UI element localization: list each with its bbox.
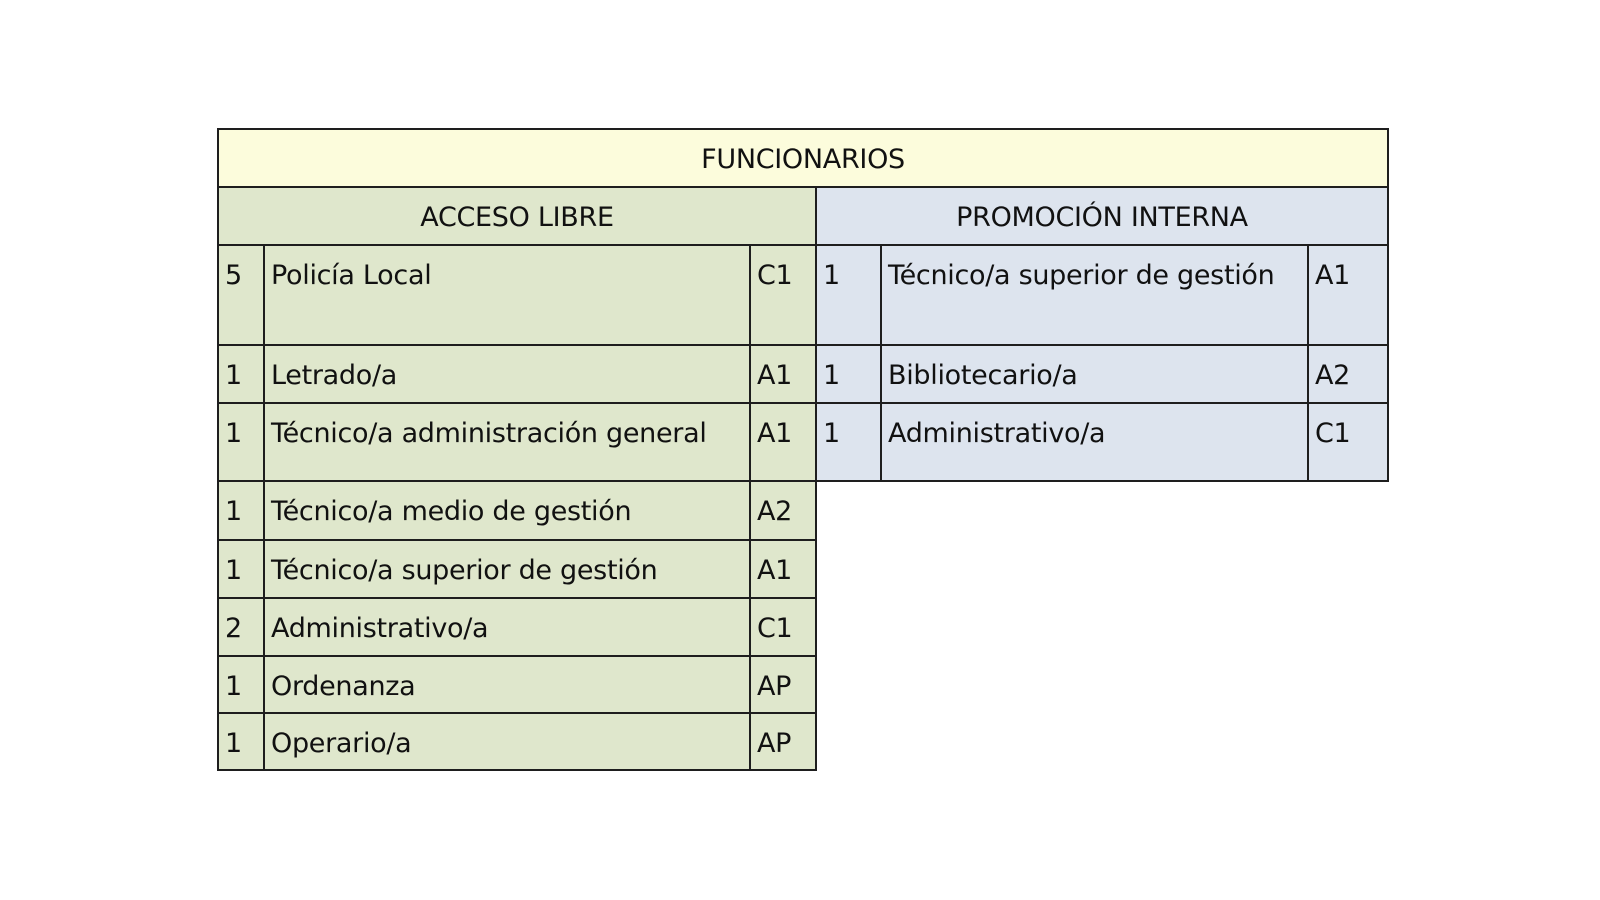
row-count: 2 [217,597,265,657]
row-count: 1 [217,402,265,482]
row-position: Técnico/a medio de gestión [263,480,751,541]
row-position: Letrado/a [263,344,751,404]
row-position: Policía Local [263,244,751,346]
row-count: 1 [217,712,265,771]
row-group: C1 [1307,402,1389,482]
row-count: 1 [217,480,265,541]
row-group: C1 [749,244,817,346]
row-group: AP [749,712,817,771]
row-count: 1 [217,655,265,714]
row-count: 1 [815,402,882,482]
row-position: Administrativo/a [880,402,1309,482]
row-position: Bibliotecario/a [880,344,1309,404]
row-count: 1 [815,344,882,404]
row-count: 1 [217,344,265,404]
row-group: A1 [749,402,817,482]
row-group: A1 [1307,244,1389,346]
row-group: A1 [749,344,817,404]
table-title: FUNCIONARIOS [217,128,1389,188]
row-group: A2 [1307,344,1389,404]
row-count: 1 [815,244,882,346]
row-position: Ordenanza [263,655,751,714]
row-position: Técnico/a superior de gestión [263,539,751,599]
row-group: A2 [749,480,817,541]
promocion-interna-header: PROMOCIÓN INTERNA [815,186,1389,246]
row-position: Operario/a [263,712,751,771]
row-count: 1 [217,539,265,599]
row-position: Técnico/a administración general [263,402,751,482]
row-position: Técnico/a superior de gestión [880,244,1309,346]
row-count: 5 [217,244,265,346]
row-position: Administrativo/a [263,597,751,657]
row-group: A1 [749,539,817,599]
row-group: C1 [749,597,817,657]
acceso-libre-header: ACCESO LIBRE [217,186,817,246]
row-group: AP [749,655,817,714]
